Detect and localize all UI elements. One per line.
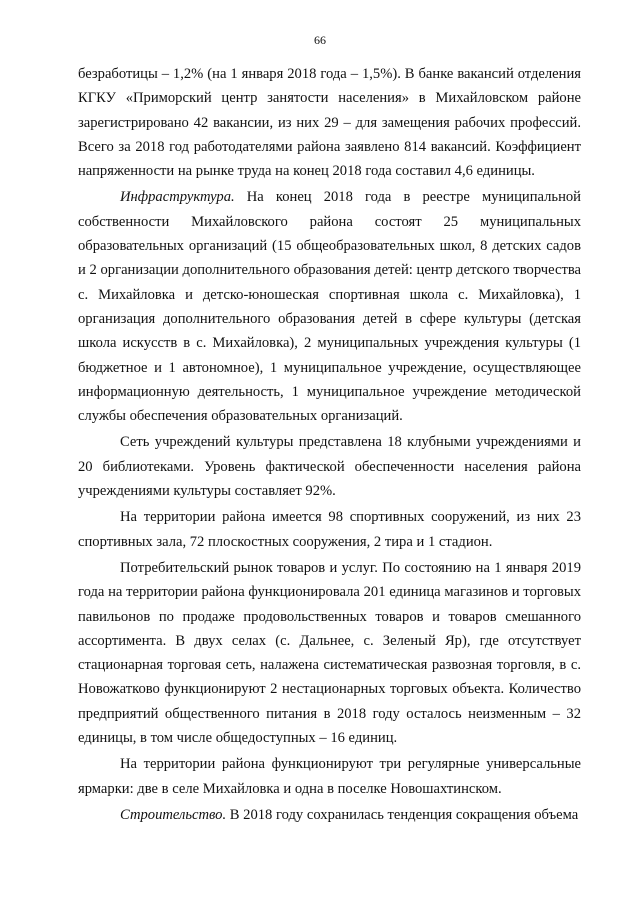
paragraph-text: На конец 2018 года в реестре муниципальной собственности Михайловского района состоят 25 муниципальных образовательных организаций (15 общеобразовательных школ, 8 детских садов и 2 организации дополнительного образования детей: центр детского творчества с. Михайловка и детско-юношеская спортивная школа с. Михайловка), 1 организация дополнительного образования детей в сфере культуры (детская школа искусств в с. Михайловка), 2 муниципальных учреждения культуры (1 бюджетное и 1 автономное), 1 муниципальное учреждение, осуществляющее информационную деятельность, 1 муниципальное учреждение методической службы обеспечения образовательных организаций. [78, 189, 581, 425]
section-lead-infrastructure: Инфраструктура. [120, 189, 235, 206]
paragraph-sports [78, 505, 581, 554]
page-number: 66 [314, 33, 326, 47]
paragraph-text: безработицы – 1,2% (на 1 января 2018 года – 1,5%). В банке вакансий отделения КГКУ «Приморский центр занятости населения» в Михайловском районе зарегистрировано 42 вакансии, из них 29 – для замещения рабочих профессий. Всего за 2018 год работодателями района заявлено 814 вакансий. Коэффициент напряженности на рынке труда на конец 2018 года составил 4,6 единицы. [78, 66, 581, 180]
paragraph-text: На территории района имеется 98 спортивных сооружений, из них 23 спортивных зала, 72 плоскостных сооружения, 2 тира и 1 стадион. [78, 509, 581, 550]
section-lead-construction: Строительство. [120, 806, 227, 823]
paragraph-text: На территории района функционируют три регулярные универсальные ярмарки: две в селе Михайловка и одна в поселке Новошахтинском. [78, 756, 581, 797]
paragraph-fairs [78, 752, 581, 801]
paragraph-unemployment [78, 62, 581, 183]
paragraph-text: В 2018 году сохранилась тенденция сокращения объема [226, 806, 579, 823]
paragraph-culture [78, 430, 581, 503]
paragraph-construction [78, 803, 581, 827]
body-text [78, 62, 581, 827]
paragraph-text: Сеть учреждений культуры представлена 18 клубными учреждениями и 20 библиотеками. Уровень фактической обеспеченности населения района учреждениями культуры составляет 92%. [78, 434, 581, 500]
paragraph-consumer-market [78, 556, 581, 750]
paragraph-text: Потребительский рынок товаров и услуг. По состоянию на 1 января 2019 года на территории района функционировала 201 единица магазинов и торговых павильонов по продаже продовольственных товаров и товаров смешанного ассортимента. В двух селах (с. Дальнее, с. Зеленый Яр), где отсутствует стационарная торговая сеть, налажена систематическая развозная торговля, в с. Новожатково функционируют 2 нестационарных торговых объекта. Количество предприятий общественного питания в 2018 году осталось неизменным – 32 единицы, в том числе общедоступных – 16 единиц. [78, 559, 581, 747]
paragraph-infrastructure [78, 185, 581, 428]
